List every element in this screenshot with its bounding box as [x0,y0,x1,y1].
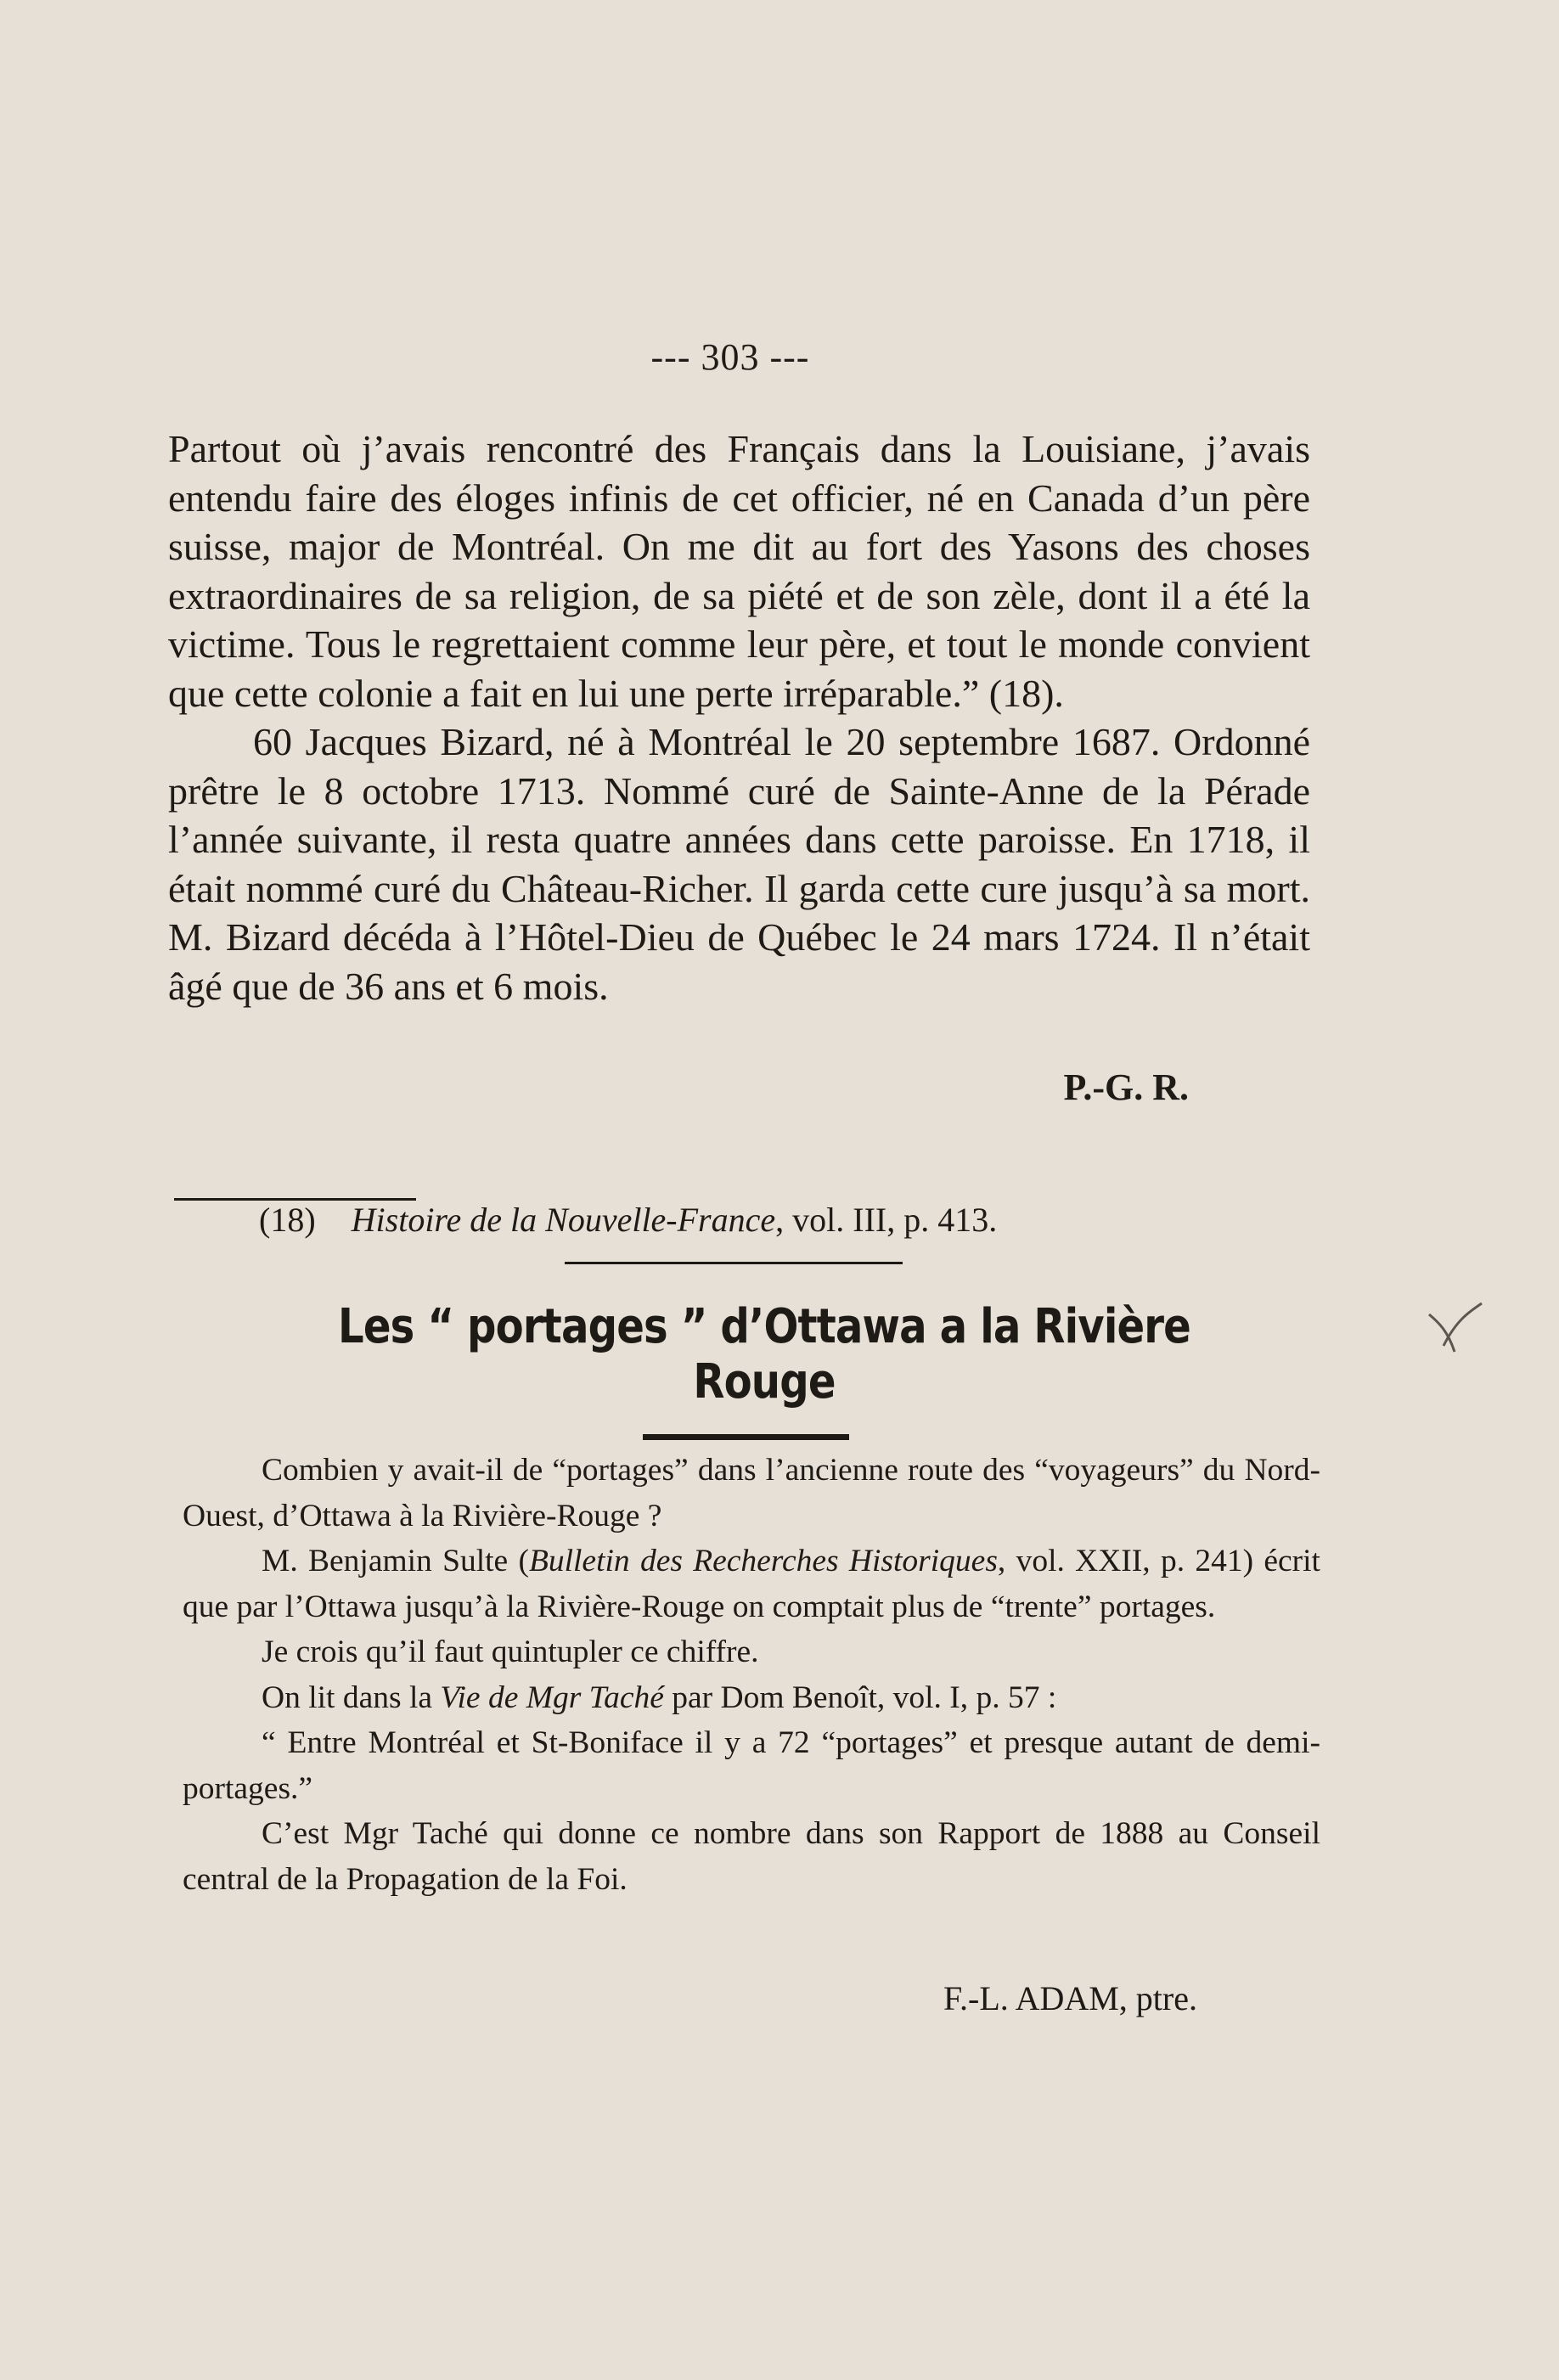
page-number: --- 303 --- [650,336,810,378]
heading-rule [643,1434,849,1440]
author-signature: P.-G. R. [1063,1066,1189,1108]
paragraph-quintupler: Je crois qu’il faut quintupler ce chiffre. [262,1634,759,1669]
paragraph-sulte [183,1539,1320,1629]
footnote-reference: , vol. III, p. 413. [775,1201,998,1239]
vie-title: Vie de Mgr Taché [440,1680,664,1715]
section-separator [565,1262,903,1264]
sulte-text-after: , vol. XXII, p. 241) écrit que par l’Ottawa jusqu’à la Rivière-Rouge on comptait plus de “trente” portages. [183,1544,1320,1624]
bulletin-title: Bulletin des Recherches Historiques [528,1544,998,1578]
footnote [259,1200,1193,1240]
article-portages [183,1448,1320,1902]
paragraph-louisiane: Partout où j’avais rencontré des Français dans la Louisiane, j’avais entendu faire des éloges infinis de cet officier, né en Canada d’un père suisse, major de Montréal. On me dit au fort des Yasons des choses extraordinaires de sa religion, de sa piété et de son zèle, dont il a été la victime. Tous le regrettaient comme leur père, et tout le monde convient que cette colonie a fait en lui une perte irréparable.” (18). [168,427,1310,715]
pencil-mark-icon [1422,1299,1490,1367]
paragraph-vie-tache [183,1675,1320,1721]
paragraph-quote: “ Entre Montréal et St-Boniface il y a 72 “portages” et presque autant de demi-portages.” [183,1725,1320,1806]
paragraph-question: Combien y avait-il de “portages” dans l’ancienne route des “voyageurs” du Nord-Ouest, d’Ottawa à la Rivière-Rouge ? [183,1453,1320,1533]
paragraph-jacques-bizard: 60 Jacques Bizard, né à Montréal le 20 septembre 1687. Ordonné prêtre le 8 octobre 1713. Nommé curé de Sainte-Anne de la Pérade l’année suivante, il resta quatre années dans cette paroisse. En 1718, il était nommé curé du Château-Richer. Il garda cette cure jusqu’à sa mort. M. Bizard décéda à l’Hôtel-Dieu de Québec le 24 mars 1724. Il n’était âgé que de 36 ans et 6 mois. [168,720,1310,1008]
vie-text-after: par Dom Benoît, vol. I, p. 57 : [663,1680,1057,1715]
vie-text-before: On lit dans la [262,1680,441,1715]
paragraph-rapport: C’est Mgr Taché qui donne ce nombre dans son Rapport de 1888 au Conseil central de la Propagation de la Foi. [183,1816,1320,1897]
footnote-number: (18) [259,1201,316,1239]
footnote-book-title: Histoire de la Nouvelle-France [351,1201,776,1239]
sulte-text-before: M. Benjamin Sulte ( [262,1544,529,1578]
article-heading: Les “ portages ” d’Ottawa a la Rivière Rouge [338,1299,1190,1409]
article-signature: F.-L. ADAM, ptre. [943,1979,1197,2017]
article-continuation [168,425,1310,1010]
